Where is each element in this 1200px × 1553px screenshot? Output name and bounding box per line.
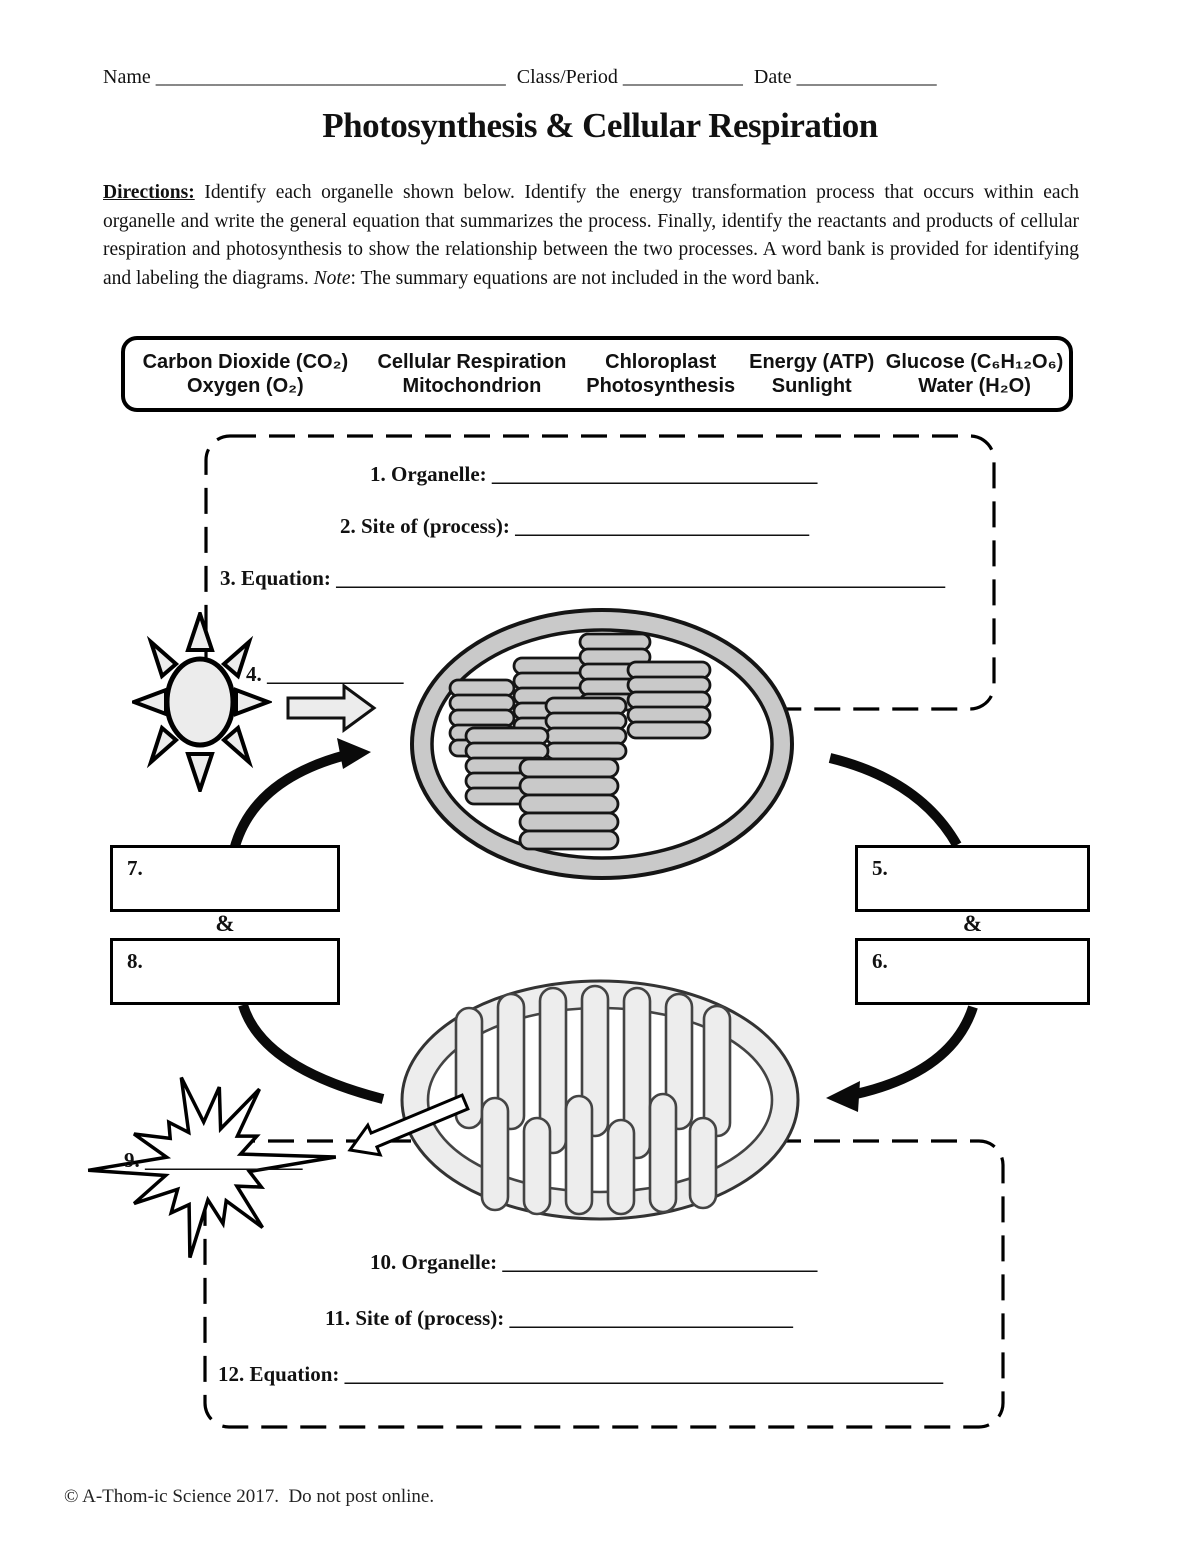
word-bank-item: Carbon Dioxide (CO₂) [142,350,349,373]
word-bank-item: Mitochondrion [402,374,542,397]
q1-organelle-blank: 1. Organelle: _______________________________ [370,462,818,486]
word-bank-item: Photosynthesis [586,374,736,397]
word-bank-item: Glucose (C₆H₁₂O₆) [885,350,1064,373]
arrowhead-to-chloroplast [337,738,371,769]
word-bank-item: Chloroplast [605,350,717,373]
answer-box-5 [855,845,1090,912]
word-bank-item: Water (H₂O) [918,374,1031,397]
directions-note-rest: : The summary equations are not included in the word bank. [350,267,820,289]
cristae [456,986,730,1214]
q3-equation-blank: 3. Equation: __________________________________________________________ [220,566,946,590]
word-bank-item: Sunlight [771,374,852,397]
page-title: Photosynthesis & Cellular Respiration [322,106,878,145]
copyright-footer: © A-Thom-ic Science 2017. Do not post online. [64,1486,435,1507]
answer-box-6 [855,938,1090,1005]
sun-icon [132,612,272,792]
box6-number: 6. [872,949,888,973]
sunlight-blank-label: 4. _____________ [246,662,404,686]
directions-body: Identify each organelle shown below. Identify the energy transformation process that occurs within each organelle and write the general equation that summarizes the process. Finally, identify the reactants and products of cellular respiration and photosynthesis to show the relationship between the two processes. A word bank is provided for identifying and labeling the diagrams. [103,182,1079,289]
word-bank-item: Energy (ATP) [749,350,875,373]
q12-equation-blank: 12. Equation: _________________________________________________________ [218,1362,944,1386]
answer-box-7 [110,845,340,912]
ampersand-right: & [962,911,983,936]
q10-organelle-blank: 10. Organelle: ______________________________ [370,1250,818,1274]
name-field: Name ___________________________________ [103,66,506,88]
chloroplast-illustration [408,606,796,882]
class-period-field: Class/Period ____________ [516,66,743,88]
box7-number: 7. [127,856,143,880]
date-field: Date ______________ [753,66,937,88]
q11-site-of-process-blank: 11. Site of (process): ___________________________ [325,1306,793,1330]
arrowhead-to-mitochondrion [826,1081,860,1112]
directions-label: Directions: [103,182,195,203]
word-bank-item: Cellular Respiration [377,350,567,373]
ampersand-left: & [215,911,235,936]
box8-number: 8. [127,949,143,973]
energy-arrow-icon [340,1088,475,1163]
word-bank-item: Oxygen (O₂) [187,374,304,397]
answer-box-8 [110,938,340,1005]
block-arrow-right-icon [286,682,378,734]
box5-number: 5. [872,856,888,880]
energy-blank-label: 9. _______________ [124,1148,303,1172]
q2-site-of-process-blank: 2. Site of (process): ____________________________ [340,514,810,538]
directions-note-label: Note [313,267,351,289]
